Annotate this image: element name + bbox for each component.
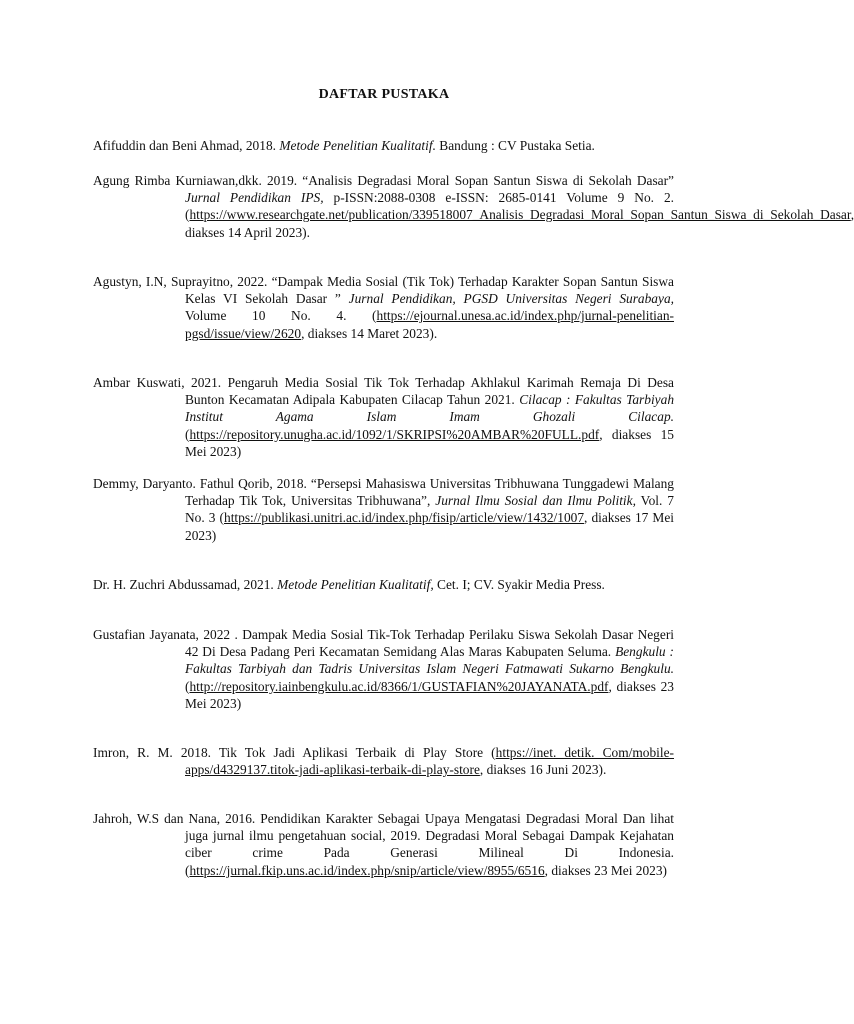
reference-entry [93, 172, 854, 241]
reference-url-link[interactable]: https://www.researchgate.net/publication/339518007_Analisis_Degradasi_Moral_Sopan_Santun_Siswa_di_Sekolah_Dasar [189, 207, 851, 223]
reference-source-title: Jurnal Ilmu Sosial dan Ilmu Politik, [435, 493, 636, 509]
reference-entry [93, 137, 674, 154]
reference-text: , diakses 14 Maret 2023). [301, 325, 438, 341]
reference-text: , diakses 23 Mei 2023) [544, 862, 668, 878]
reference-url-link[interactable]: https://jurnal.fkip.uns.ac.id/index.php/snip/article/view/8955/6516 [189, 862, 545, 878]
reference-entry [93, 475, 674, 544]
reference-text: Demmy, Daryanto. Fathul Qorib, 2018. “Persepsi Mahasiswa Universitas Tribhuwana Tunggadewi Malang Terhadap Tik Tok, Universitas Tribhuwana”, [93, 476, 674, 509]
reference-source-title: Metode Penelitian Kualitatif. [279, 138, 436, 153]
reference-entry [93, 273, 674, 342]
reference-text: Imron, R. M. 2018. Tik Tok Jadi Aplikasi Terbaik di Play Store ( [93, 745, 496, 760]
reference-text: Bandung : CV Pustaka Setia. [435, 138, 595, 153]
reference-text: Jahroh, W.S dan Nana, 2016. Pendidikan Karakter Sebagai Upaya Mengatasi Degradasi Moral Dan lihat juga jurnal ilmu pengetahuan social, 2019. Degradasi Moral Sebagai Dampak Kejahatan ciber crime Pada Generasi Milineal Di Indonesia. ( [93, 811, 674, 878]
reference-text: ( [185, 678, 190, 694]
reference-text: Cet. I; CV. Syakir Media Press. [433, 577, 605, 592]
page-title: DAFTAR PUSTAKA [318, 87, 450, 102]
reference-url-link[interactable]: https://inet. detik. Com/mobile-apps/d4329137.titok-jadi-aplikasi-terbaik-di-play-store [185, 745, 674, 778]
reference-entry [93, 810, 674, 879]
reference-text: , diakses 17 Mei 2023) [185, 510, 674, 543]
reference-text: Vol. 7 No. 3 ( [185, 493, 674, 526]
reference-url-link[interactable]: https://ejournal.unesa.ac.id/index.php/jurnal-penelitian-pgsd/issue/view/2620 [185, 308, 674, 341]
reference-text: Ambar Kuswati, 2021. Pengaruh Media Sosial Tik Tok Terhadap Akhlakul Karimah Remaja Di Desa Bunton Kecamatan Adipala Kabupaten Cilacap Tahun 2021. [93, 375, 674, 408]
reference-text: Agung Rimba Kurniawan,dkk. 2019. “Analisis Degradasi Moral Sopan Santun Siswa di Sekolah Dasar” [93, 173, 674, 188]
reference-text: Dr. H. Zuchri Abdussamad, 2021. [93, 577, 278, 592]
reference-text: , diakses 15 Mei 2023) [185, 426, 674, 459]
reference-source-title: Jurnal Pendidikan, PGSD Universitas Negeri Surabaya, [348, 291, 674, 307]
reference-url-link[interactable]: http://repository.iainbengkulu.ac.id/8366/1/GUSTAFIAN%20JAYANATA.pdf [189, 678, 609, 694]
reference-text: , diakses 23 Mei 2023) [185, 678, 674, 711]
reference-text: Afifuddin dan Beni Ahmad, 2018. [93, 138, 280, 153]
reference-source-title: Bengkulu : Fakultas Tarbiyah dan Tadris Universitas Islam Negeri Fatmawati Sukarno Bengkulu. [185, 644, 674, 677]
reference-text: p-ISSN:2088-0308 e-ISSN: 2685-0141 Volume 9 No. 2. ( [185, 190, 674, 223]
reference-entry [93, 626, 674, 712]
reference-source-title: Metode Penelitian Kualitatif, [277, 577, 434, 592]
reference-entry [93, 744, 674, 778]
reference-source-title: Jurnal Pendidikan IPS, [185, 190, 324, 206]
reference-text: , diakses 16 Juni 2023). [479, 762, 607, 778]
reference-url-link[interactable]: https://publikasi.unitri.ac.id/index.php/fisip/article/view/1432/1007 [224, 510, 585, 526]
reference-url-link[interactable]: https://repository.unugha.ac.id/1092/1/SKRIPSI%20AMBAR%20FULL.pdf [189, 426, 600, 442]
reference-text: Gustafian Jayanata, 2022 . Dampak Media Sosial Tik-Tok Terhadap Perilaku Siswa Sekolah Dasar Negeri 42 Di Desa Padang Peri Kecamatan Semidang Alas Maras Kabupaten Seluma. [93, 627, 674, 660]
reference-text: , diakses 14 April 2023). [185, 207, 854, 240]
reference-source-title: Cilacap : Fakultas Tarbiyah Institut Agama Islam Imam Ghozali Cilacap. [185, 392, 675, 425]
reference-entry [93, 374, 674, 460]
reference-entry [93, 576, 674, 593]
reference-text: Agustyn, I.N, Suprayitno, 2022. “Dampak Media Sosial (Tik Tok) Terhadap Karakter Sopan Santun Siswa Kelas VI Sekolah Dasar ” [93, 274, 674, 307]
reference-text: Volume 10 No. 4. ( [185, 308, 377, 324]
reference-text: ( [185, 426, 190, 442]
